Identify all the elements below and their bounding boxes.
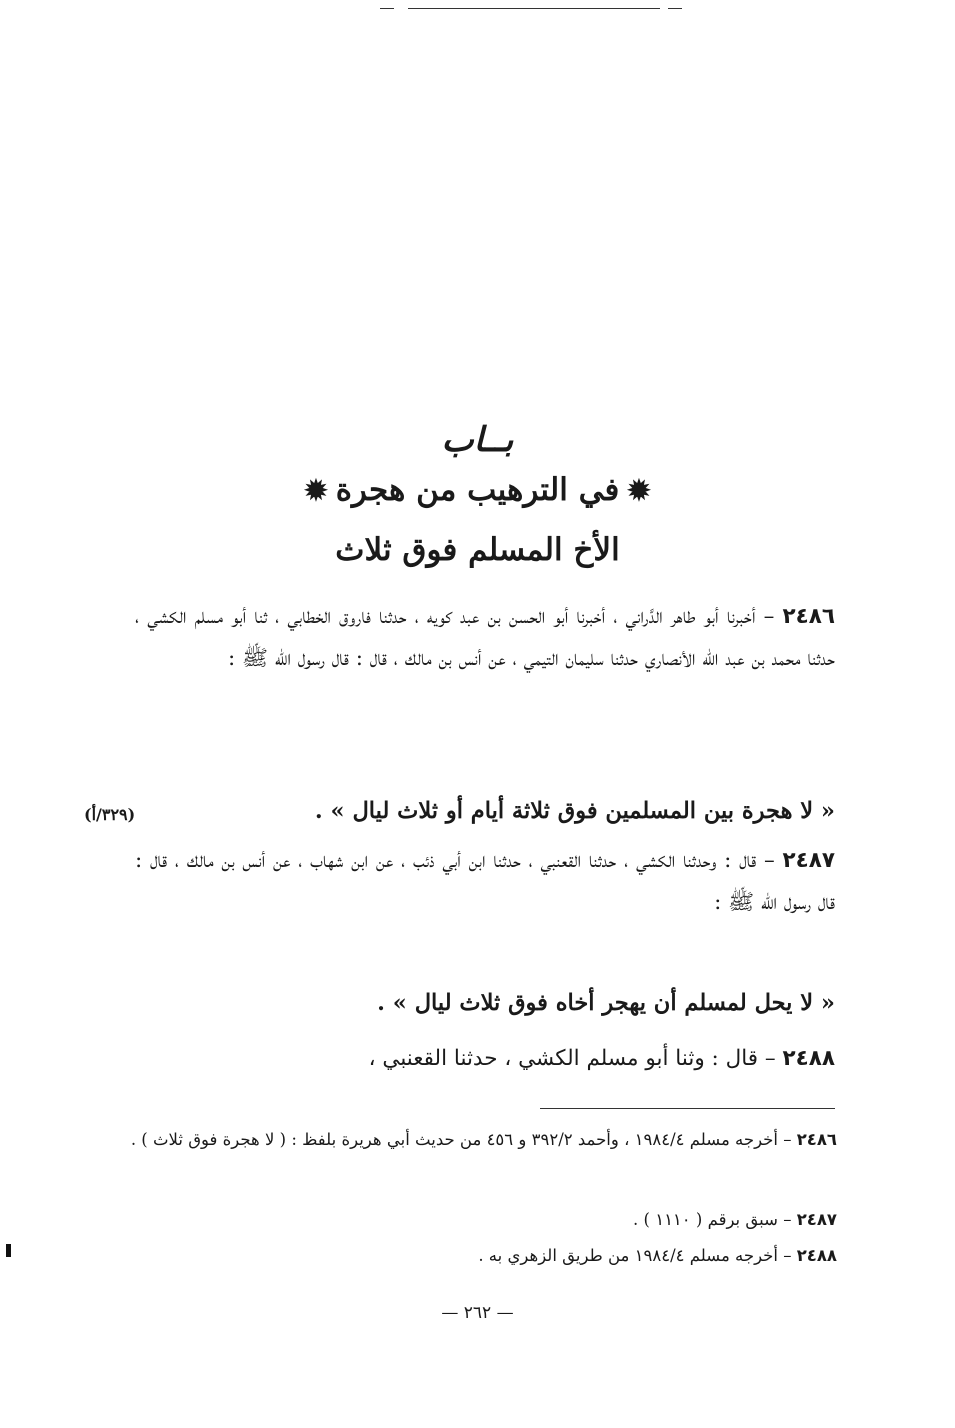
hadith-text: – قال : وحدثنا الكشي ، حدثنا القعنبي ، حدثنا ابن أبي ذئب ، عن ابن شهاب ، عن أنس بن مالك ، قال : قال رسول الله ﷺ : — [135, 848, 835, 915]
footnote — [97, 1204, 837, 1236]
manuscript-folio-ref: (٣٢٩/أ) — [84, 805, 136, 824]
top-rule-segment — [668, 8, 682, 9]
star-ornament-icon: ✹ — [627, 474, 651, 507]
footnote-number: ٢٤٨٦ — [796, 1130, 837, 1149]
hadith-text: – قال : وثنا أبو مسلم الكشي ، حدثنا القعنبي ، — [368, 1046, 776, 1071]
chapter-title-line-2: الأخ المسلم فوق ثلاث — [335, 532, 620, 568]
footnote — [97, 1124, 837, 1156]
hadith-number: ٢٤٨٨ — [782, 1046, 835, 1071]
hadith-number: ٢٤٨٧ — [782, 848, 835, 873]
footnote-text: – أخرجه مسلم ١٩٨٤/٤ ، وأحمد ٣٩٢/٢ و ٤٥٦ من حديث أبي هريرة بلفظ : ( لا هجرة فوق ثلاث ) . — [130, 1130, 792, 1149]
scan-edge-mark — [6, 1244, 11, 1257]
top-rule — [408, 8, 660, 9]
hadith-text: – أخبرنا أبو طاهر الدَّراني ، أخبرنا أبو الحسن بن عبد كويه ، حدثنا فاروق الخطابي ، ثنا أبو مسلم الكشي ، حدثنا محمد بن عبد الله الأنصاري حدثنا سليمان التيمي ، عن أنس بن مالك ، قال : قال رسول الله ﷺ : — [135, 604, 835, 671]
chapter-label: بــاب — [441, 420, 514, 460]
chapter-title-line-1 — [0, 472, 955, 508]
hadith-quote: « لا يحل لمسلم أن يهجر أخاه فوق ثلاث ليال » . — [377, 990, 835, 1016]
page-number: — ٢٦٢ — — [441, 1303, 514, 1323]
hadith-2487 — [135, 840, 835, 924]
footnote-number: ٢٤٨٧ — [796, 1210, 837, 1229]
hadith-number: ٢٤٨٦ — [782, 604, 835, 629]
star-ornament-icon: ✹ — [304, 474, 328, 507]
footnote — [97, 1240, 837, 1272]
top-rule-segment — [380, 8, 394, 9]
footnote-separator — [540, 1108, 835, 1109]
footnote-text: – سبق برقم ( ١١١٠ ) . — [633, 1210, 792, 1229]
hadith-2486 — [135, 596, 835, 680]
footnote-number: ٢٤٨٨ — [796, 1246, 837, 1265]
chapter-title-text-1: في الترهيب من هجرة — [335, 472, 620, 508]
footnote-text: – أخرجه مسلم ١٩٨٤/٤ من طريق الزهري به . — [478, 1246, 792, 1265]
hadith-quote: « لا هجرة بين المسلمين فوق ثلاثة أيام أو ثلاث ليال » . — [314, 798, 835, 824]
hadith-2488 — [135, 1038, 835, 1080]
